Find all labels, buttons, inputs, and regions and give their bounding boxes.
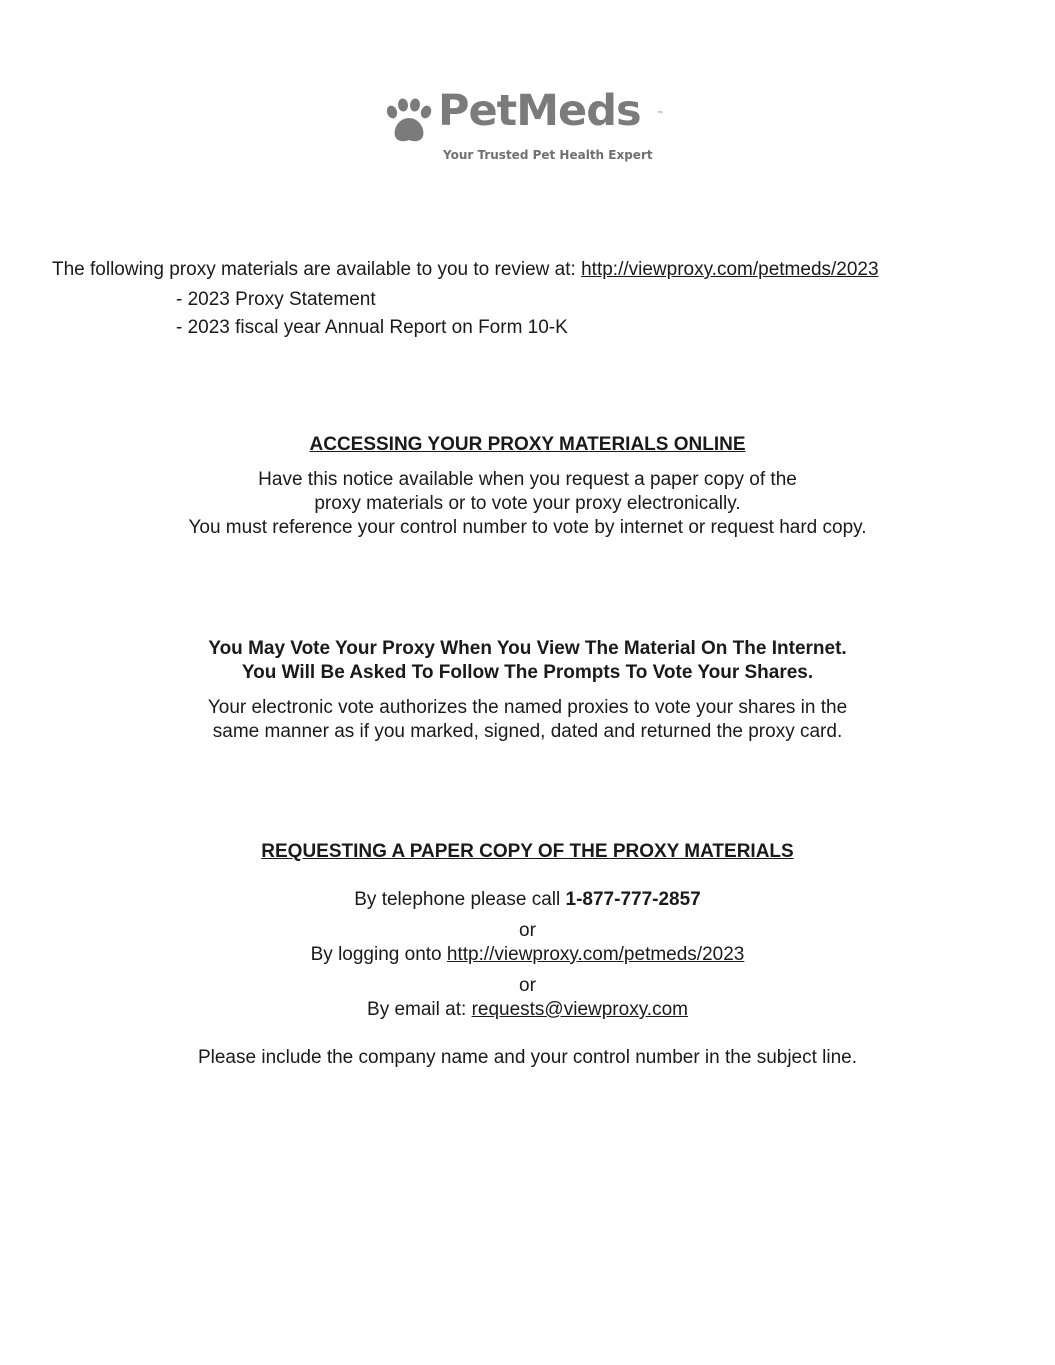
web-proxy-link[interactable]: http://viewproxy.com/petmeds/2023 [446, 944, 745, 965]
accessing-line: proxy materials or to vote your proxy electronically. [314, 493, 741, 514]
paw-print-icon [384, 98, 432, 146]
web-line [0, 943, 1055, 967]
requesting-section [0, 840, 1055, 1070]
logo-trademark: ™ [657, 111, 663, 117]
subject-line-note: Please include the company name and your control number in the subject line. [197, 1047, 858, 1068]
accessing-section [0, 433, 1055, 540]
vote-bold-line: You Will Be Asked To Follow The Prompts To Vote Your Shares. [241, 662, 814, 683]
email-line [0, 998, 1055, 1022]
phone-number[interactable]: 1-877-777-2857 [565, 889, 701, 910]
vote-bold-line: You May Vote Your Proxy When You View The Material On The Internet. [208, 638, 847, 659]
email-link[interactable]: requests@viewproxy.com [471, 999, 688, 1020]
email-prefix: By email at: [367, 999, 472, 1020]
logo-wordmark: PetMeds [438, 86, 641, 136]
web-prefix: By logging onto [310, 944, 447, 965]
materials-list [176, 286, 568, 342]
accessing-line: Have this notice available when you request a paper copy of the [258, 469, 797, 490]
intro-proxy-link[interactable]: http://viewproxy.com/petmeds/2023 [581, 259, 879, 280]
vote-section [0, 637, 1055, 744]
phone-prefix: By telephone please call [354, 889, 566, 910]
intro-paragraph [52, 258, 879, 282]
accessing-line: You must reference your control number to vote by internet or request hard copy. [188, 517, 867, 538]
requesting-heading: REQUESTING A PAPER COPY OF THE PROXY MATERIALS [261, 841, 794, 862]
list-item: - 2023 fiscal year Annual Report on Form 10-K [176, 317, 568, 338]
intro-text: The following proxy materials are available to you to review at: [52, 259, 582, 280]
accessing-heading: ACCESSING YOUR PROXY MATERIALS ONLINE [309, 434, 746, 455]
vote-line: Your electronic vote authorizes the named proxies to vote your shares in the [207, 697, 848, 718]
vote-line: same manner as if you marked, signed, dated and returned the proxy card. [212, 721, 843, 742]
petmeds-logo [384, 86, 674, 166]
phone-line [0, 888, 1055, 912]
or-separator: or [519, 975, 536, 996]
or-separator: or [519, 920, 536, 941]
list-item: - 2023 Proxy Statement [176, 289, 376, 310]
logo-tagline: Your Trusted Pet Health Expert [443, 148, 653, 162]
